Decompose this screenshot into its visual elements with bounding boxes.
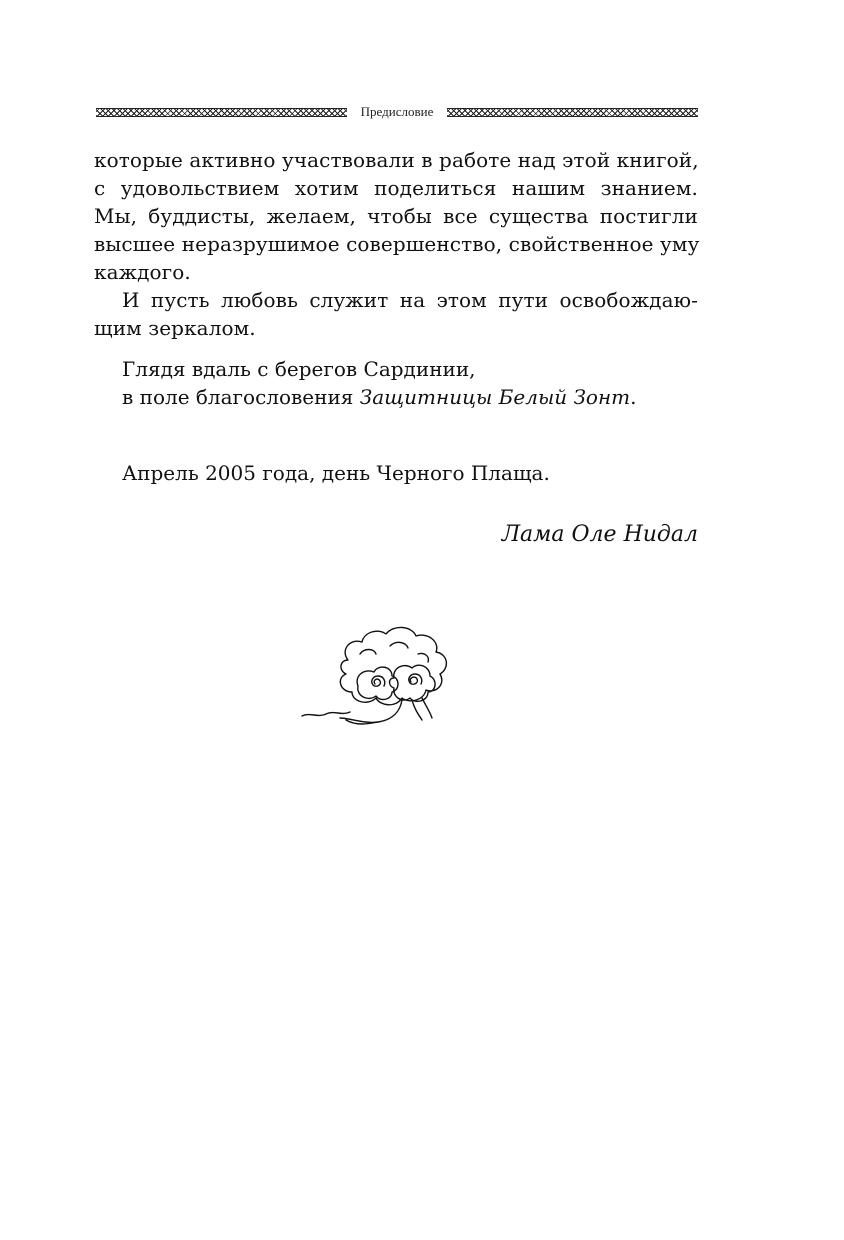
text-line: щим зеркалом.: [94, 316, 256, 340]
flower-cloud-icon: [298, 620, 474, 730]
text-line: И пусть любовь служит на этом пути освобождаю-: [122, 288, 698, 312]
text-line: Мы, буддисты, желаем, чтобы все существа постигли: [94, 204, 698, 228]
dedication-line-2: [122, 383, 636, 411]
header-ornament-right: [447, 108, 698, 117]
text-line: которые активно участвовали в работе над этой книгой,: [94, 148, 699, 172]
paragraph-2: [94, 286, 698, 342]
text-line: высшее неразрушимое совершенство, свойственное уму: [94, 232, 700, 256]
running-title: Предисловие: [360, 104, 434, 119]
dedication-line-1: Глядя вдаль с берегов Сардинии,: [122, 357, 476, 381]
header-ornament-left: [96, 108, 347, 117]
main-text: [94, 146, 698, 342]
signature: Лама Оле Нидал: [501, 522, 698, 547]
text-line: каждого.: [94, 260, 191, 284]
dedication-prefix: в поле благословения: [122, 385, 360, 409]
paragraph-1: [94, 146, 698, 286]
date-line: Апрель 2005 года, день Черного Плаща.: [122, 461, 550, 485]
text-line: с удовольствием хотим поделиться нашим знанием.: [94, 176, 698, 200]
dedication-suffix: .: [630, 385, 637, 409]
running-header: [96, 102, 698, 122]
dedication: [122, 355, 636, 411]
dedication-italic: Защитницы Белый Зонт: [359, 385, 631, 409]
